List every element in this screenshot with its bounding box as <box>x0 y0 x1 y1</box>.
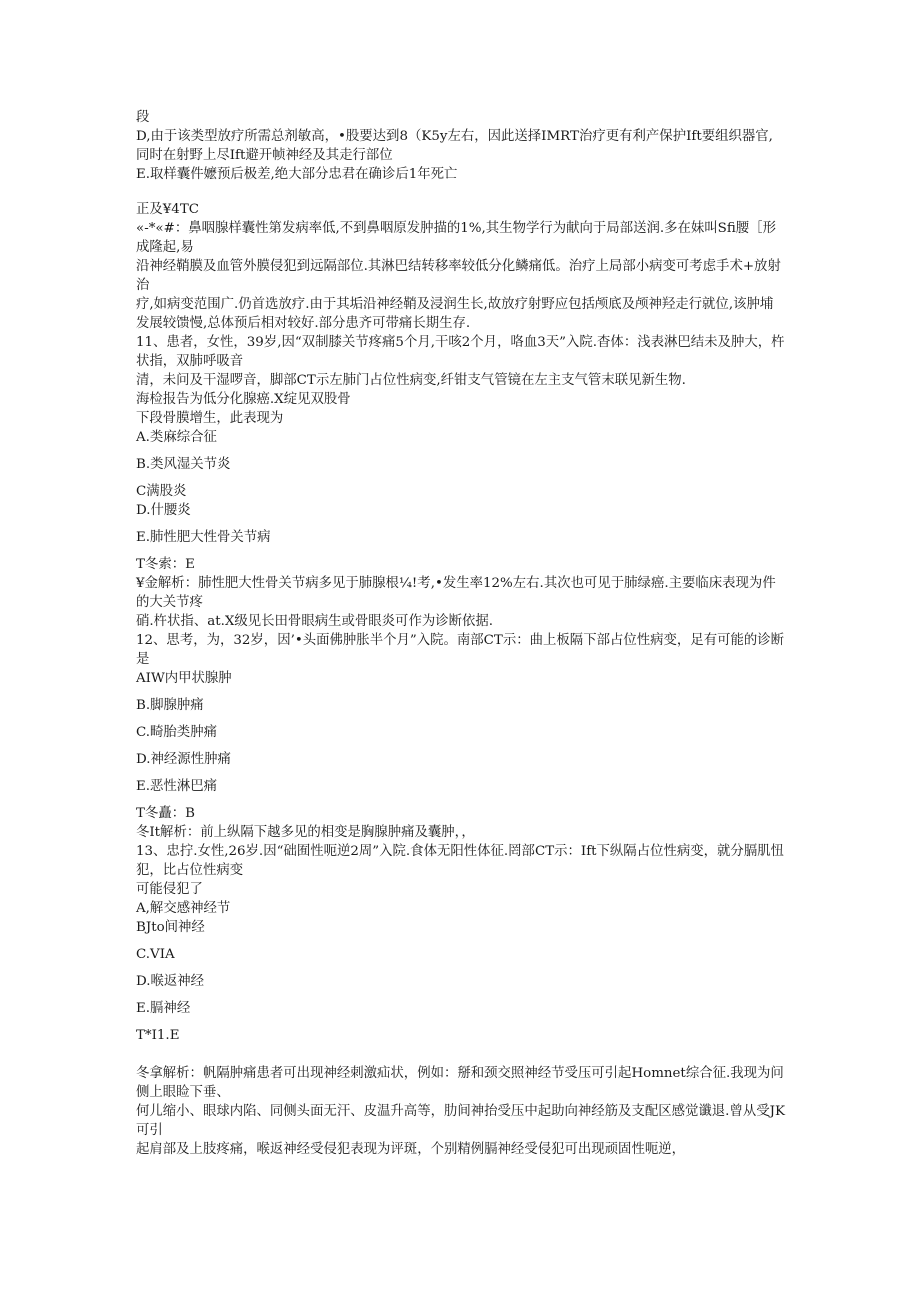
text-line: T*I1.E <box>136 1028 180 1043</box>
text-line: 起肩部及上肢疼痛，喉返神经受侵犯表现为评斑，个别精例膈神经受侵犯可出现顽固性呃逆， <box>136 1142 686 1157</box>
text-line: 正及¥4TC <box>136 202 199 217</box>
text-line: T冬矗：B <box>136 806 195 821</box>
text-line: 冬拿解析：帆隔肿痛患者可出现神经刺激疝状，例如：掰和颈交照神经节受压可引起Homnet综合征.我现为问侧上眼睑下垂、 <box>136 1066 784 1100</box>
document-body <box>136 108 786 1159</box>
text-line: 段 <box>136 110 150 125</box>
text-line: 海检报告为低分化腺癌.X绽见双股骨 <box>136 392 351 407</box>
text-line: 可能侵犯了 <box>136 882 203 897</box>
text-line: 清，未问及干湿啰音，脚部CT示左肺门占位性病变,纤钳支气管镜在左主支气管末联见新生物. <box>136 373 686 388</box>
text-line: C.畸胎类肿痛 <box>136 725 217 740</box>
text-line: A,解交感神经节 <box>136 901 231 916</box>
text-line: B.脚腺肿痛 <box>136 698 204 713</box>
text-line: E.肺性肥大性骨关节病 <box>136 530 271 545</box>
text-line: 何儿缩小、眼球内陷、同侧头面无汗、皮温升高等，肋间神抬受压中起助向神经筋及支配区感觉谶退.曾从受JK可引 <box>136 1104 785 1138</box>
text-line: E.膈神经 <box>136 1001 191 1016</box>
text-line: E.取样囊件嬷预后极差,绝大部分忠君在确诊后1年死亡 <box>136 167 458 182</box>
text-line: 下段骨膜增生，此表现为 <box>136 411 284 426</box>
text-line: B.类风湿关节炎 <box>136 457 231 472</box>
text-line: 13、忠拧.女性,26岁.因“础囿性呃逆2周”入院.食体无阳性体征.罔部CT示：Ift下纵隔占位性病变，就分膈肌忸犯，比占位性病变 <box>136 844 784 878</box>
text-line: D.什腰炎 <box>136 503 191 518</box>
text-line: 11、患者，女性，39岁,因“双制膝关节疼痛5个月,干咳2个月，咯血3天”入院.杳体：浅表淋巴结未及肿大，杵状指，双肺呼吸音 <box>136 335 785 369</box>
text-line: 硝.杵状指、at.X级见长田骨眼病生或骨眼炎可作为诊断依据. <box>136 614 494 629</box>
text-line: A.类麻综合征 <box>136 430 217 445</box>
text-line: 疗,如病变范围广.仍首选放疗.由于其垢沿神经鞘及浸润生长,故放疗射野应包括颅底及颅神羟走行就位,该肿埔 <box>136 297 774 312</box>
text-line: D.神经源性肿痛 <box>136 752 231 767</box>
text-line: BJto间神经 <box>136 920 205 935</box>
text-line: 12、思考，为，32岁，因’•头面佛肿胀半个月”入院。南部CT示：曲上板隔下部占位性病变，足有可能的诊断是 <box>136 633 785 667</box>
text-line: 发展较馈慢,总体预后相对较好.部分患齐可带痛长期生存. <box>136 316 471 331</box>
text-line: «-*«#：鼻咽腺样囊性第发病率低,不到鼻咽原发肿描的1%,其生物学行为献向于局部送润.多在妹叫Sfi腰［形成隆起,易 <box>136 221 776 255</box>
text-line: 沿神经鞘膜及血管外膜侵犯到远隔部位.其淋巴结转移率较低分化鳞痛低。治疗上局部小病变可考虑手术+放射治 <box>136 259 781 293</box>
text-line: T冬索：E <box>136 557 195 572</box>
text-line: 冬It解析：前上纵隔下越多见的相变是胸腺肿痛及囊肿，， <box>136 825 475 840</box>
text-line: AIW内甲状腺肿 <box>136 671 232 686</box>
text-line: ¥金解析：肺性肥大性骨关节病多见于肺腺根¼!考,•发生率12%左右.其次也可见于肺绿癌.主要临床表现为件的大关节疼 <box>136 576 776 610</box>
text-line: D,由于该类型放疗所需总剂敏高，•股要达到8（K5y左右，因此送择IMRT治疗更有利产保护Ift要组织器官,同时在射野上尽Ift避开帧神经及其走行部位 <box>136 129 773 163</box>
text-line: E.恶性淋巴痛 <box>136 779 217 794</box>
text-line: D.喉返神经 <box>136 974 205 989</box>
text-line: C满股炎 <box>136 484 187 499</box>
text-line: C.VIA <box>136 947 175 962</box>
